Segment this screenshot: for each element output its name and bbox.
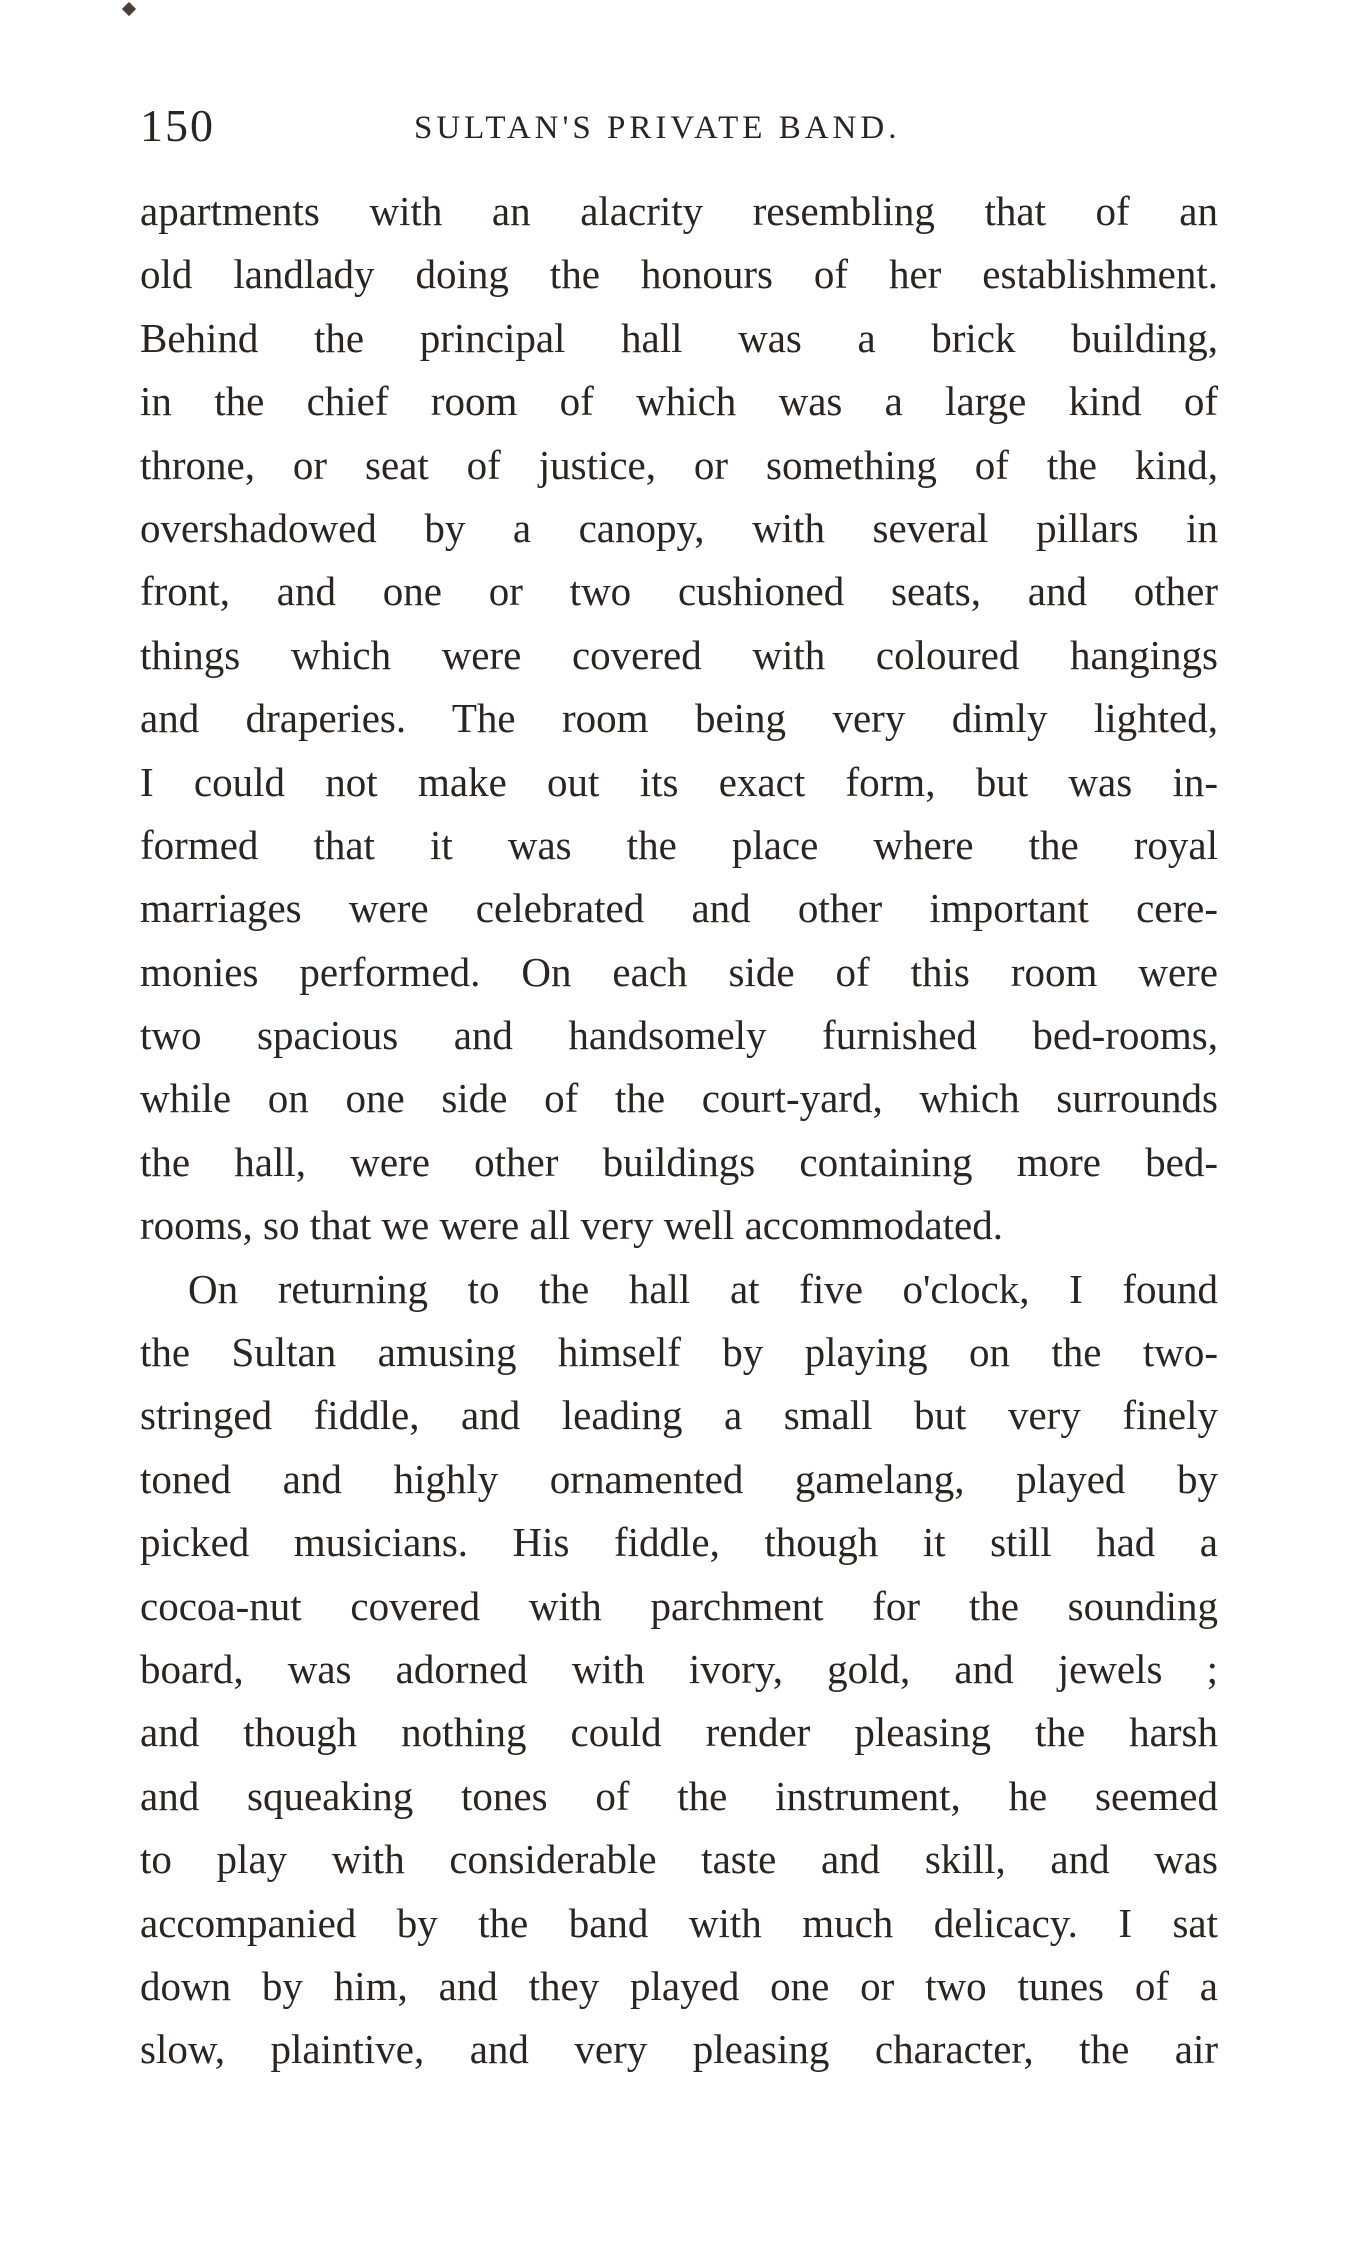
text-line: and draperies. The room being very dimly lighted, xyxy=(140,695,1218,742)
text-line: rooms, so that we were all very well accommodated. xyxy=(140,1202,1003,1249)
text-line: front, and one or two cushioned seats, and other xyxy=(140,568,1218,615)
text-line: slow, plaintive, and very pleasing character, the air xyxy=(140,2026,1218,2073)
text-line: throne, or seat of justice, or something of the kind, xyxy=(140,441,1218,488)
text-line: and though nothing could render pleasing the harsh xyxy=(140,1709,1218,1756)
text-line: down by him, and they played one or two tunes of a xyxy=(140,1962,1218,2009)
text-line: the hall, were other buildings containing more bed- xyxy=(140,1138,1218,1185)
page-number: 150 xyxy=(140,100,215,151)
text-line: in the chief room of which was a large kind of xyxy=(140,378,1218,425)
text-line: picked musicians. His fiddle, though it still had a xyxy=(140,1519,1218,1566)
text-line: monies performed. On each side of this room were xyxy=(140,948,1218,995)
text-line: marriages were celebrated and other important cere- xyxy=(140,885,1218,932)
text-line: while on one side of the court-yard, which surrounds xyxy=(140,1075,1218,1122)
text-line: overshadowed by a canopy, with several pillars in xyxy=(140,504,1218,551)
text-line: things which were covered with coloured hangings xyxy=(140,631,1218,678)
text-line: old landlady doing the honours of her establishment. xyxy=(140,251,1218,298)
text-line: stringed fiddle, and leading a small but very finely xyxy=(140,1392,1218,1439)
text-line: Behind the principal hall was a brick building, xyxy=(140,314,1218,361)
text-line: apartments with an alacrity resembling that of an xyxy=(140,188,1218,234)
text-line: two spacious and handsomely furnished bed-rooms, xyxy=(140,1012,1218,1059)
text-line: accompanied by the band with much delicacy. I sat xyxy=(140,1899,1218,1946)
text-line: On returning to the hall at five o'clock, I found xyxy=(188,1265,1218,1312)
running-head xyxy=(0,96,1368,156)
text-line: cocoa-nut covered with parchment for the sounding xyxy=(140,1582,1218,1629)
text-line: to play with considerable taste and skill, and was xyxy=(140,1836,1218,1883)
text-line: and squeaking tones of the instrument, he seemed xyxy=(140,1772,1218,1819)
running-title: SULTAN'S PRIVATE BAND. xyxy=(414,110,901,146)
body-text xyxy=(140,180,1218,2082)
text-line: formed that it was the place where the royal xyxy=(140,821,1218,868)
text-line: I could not make out its exact form, but was in- xyxy=(140,758,1218,805)
printer-mark xyxy=(122,2,136,16)
text-line: board, was adorned with ivory, gold, and jewels ; xyxy=(140,1645,1218,1692)
text-line: toned and highly ornamented gamelang, played by xyxy=(140,1455,1218,1502)
text-line: the Sultan amusing himself by playing on the two- xyxy=(140,1329,1218,1376)
